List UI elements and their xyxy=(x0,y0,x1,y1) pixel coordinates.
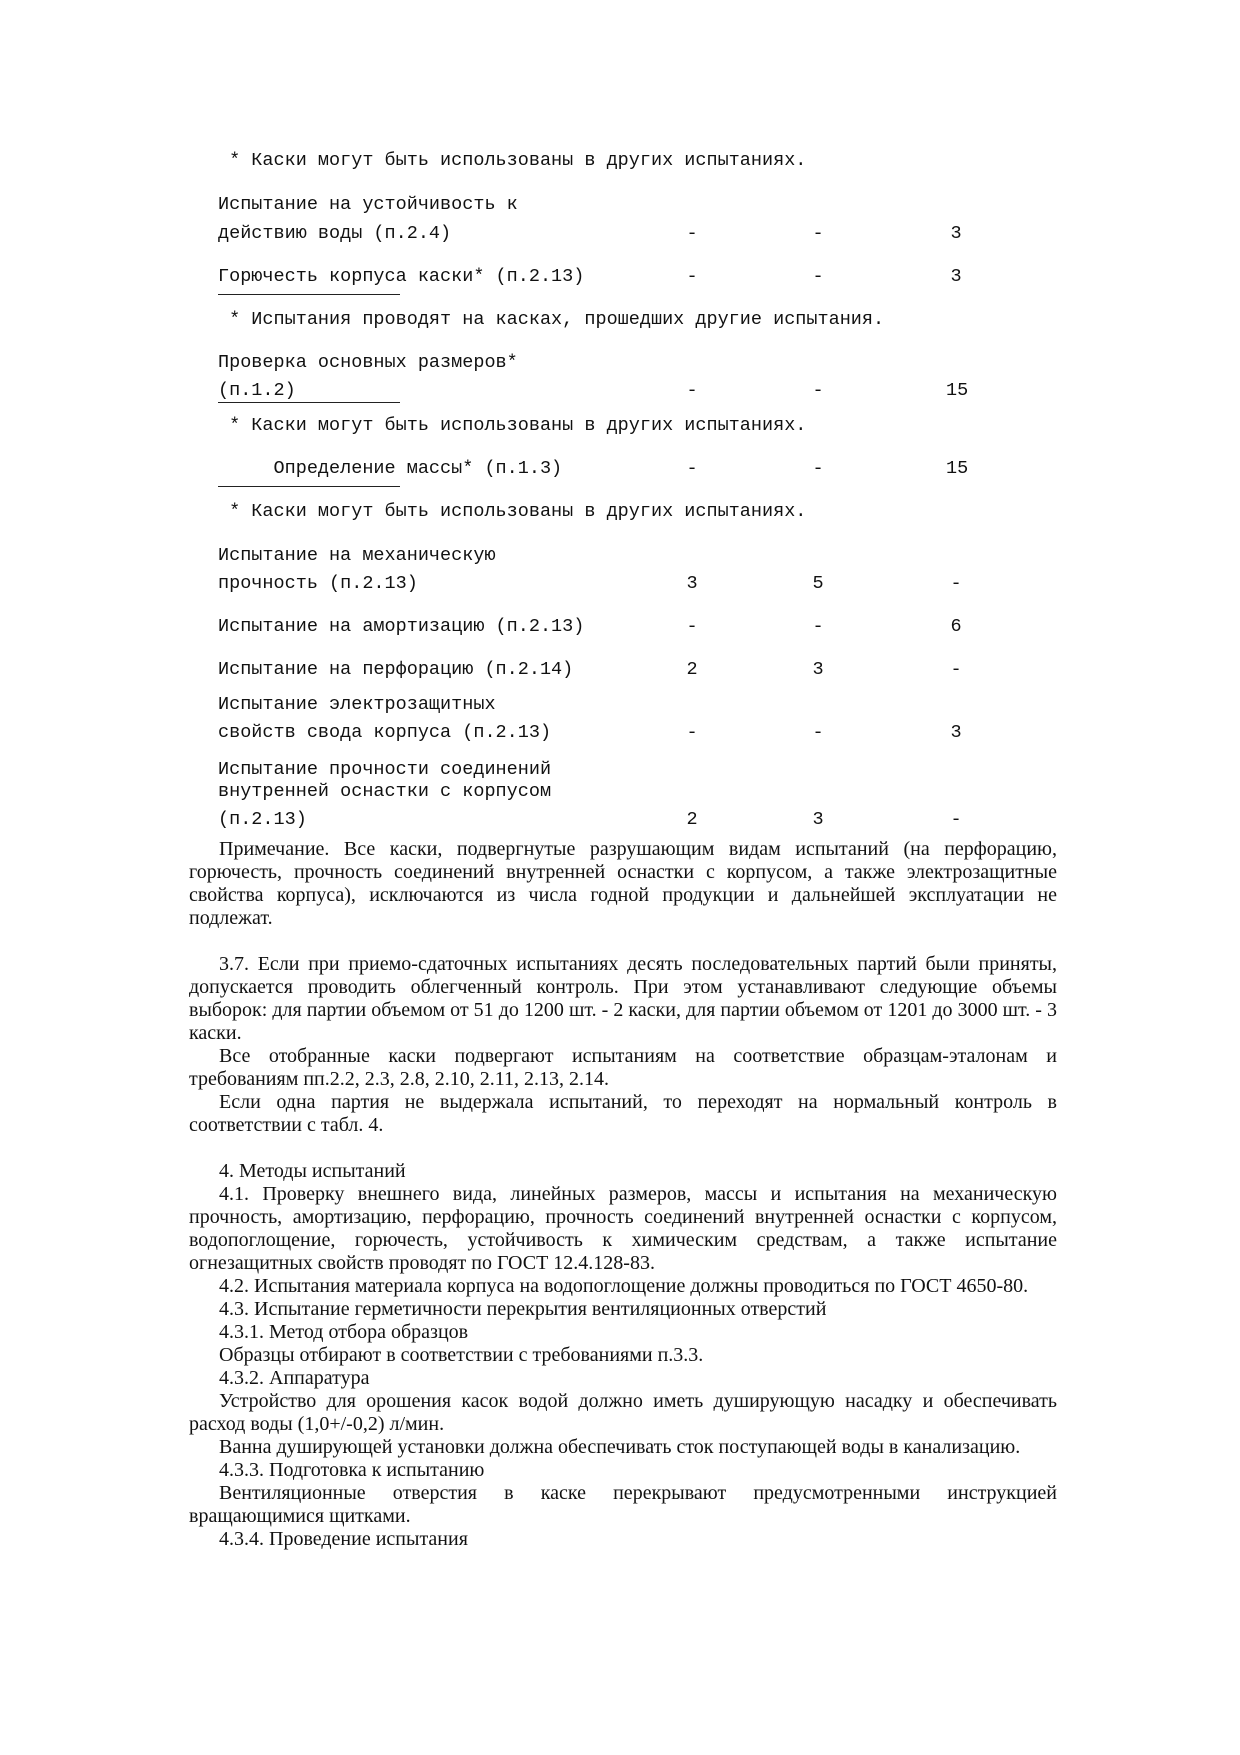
document-body xyxy=(189,838,1057,1551)
paragraph-gap xyxy=(189,930,1057,953)
table-row-label: Испытание прочности соединений xyxy=(218,759,552,780)
table-cell: 2 xyxy=(686,659,698,680)
table-cell: - xyxy=(812,380,824,401)
table-cell: 3 xyxy=(812,809,824,830)
table-cell: 3 xyxy=(950,223,962,244)
table-cell: - xyxy=(812,458,824,479)
table-cell: 2 xyxy=(686,809,698,830)
table-cell: 3 xyxy=(950,266,962,287)
paragraph: Вентиляционные отверстия в каске перекрывают предусмотренными инструкцией вращающимися щитками. xyxy=(189,1482,1057,1527)
table-cell: 3 xyxy=(812,659,824,680)
footnote-divider xyxy=(218,294,400,295)
table-footnote: * Каски могут быть использованы в других испытаниях. xyxy=(218,150,807,171)
note-paragraph: Примечание. Все каски, подвергнутые разрушающим видам испытаний (на перфорацию, горючесть, прочность соединений внутренней оснастки с корпусом, а также электрозащитные свойства корпуса), исключаются из числа годной продукции и дальнейшей эксплуатации не подлежат. xyxy=(189,838,1057,929)
footnote-divider xyxy=(218,486,400,487)
table-cell: 6 xyxy=(950,616,962,637)
paragraph: Ванна душирующей установки должна обеспечивать сток поступающей воды в канализацию. xyxy=(219,1436,1021,1458)
table-cell: - xyxy=(686,722,698,743)
paragraph: 4.1. Проверку внешнего вида, линейных размеров, массы и испытания на механическую прочность, амортизацию, перфорацию, прочность соединений внутренней оснастки с корпусом, водопоглощение, горючесть, устойчивость к химическим средствам, а также испытание огнезащитных свойств проводят по ГОСТ 12.4.128-83. xyxy=(189,1183,1057,1274)
table-row-label: Испытание на перфорацию (п.2.14) xyxy=(218,659,574,680)
table-row-label: (п.1.2) xyxy=(218,380,296,401)
table-cell: - xyxy=(686,266,698,287)
table-cell: - xyxy=(686,223,698,244)
table-row-label: Испытание электрозащитных xyxy=(218,694,496,715)
table-cell: - xyxy=(686,458,698,479)
table-cell: 3 xyxy=(686,573,698,594)
table-cell: 15 xyxy=(946,458,969,479)
table-row-label: внутренней оснастки с корпусом xyxy=(218,781,552,802)
table-cell: - xyxy=(686,380,698,401)
paragraph: Образцы отбирают в соответствии с требованиями п.3.3. xyxy=(219,1344,704,1366)
table-row-label: действию воды (п.2.4) xyxy=(218,223,452,244)
paragraph: Если одна партия не выдержала испытаний, то переходят на нормальный контроль в соответствии с табл. 4. xyxy=(189,1091,1057,1136)
table-row-label: (п.2.13) xyxy=(218,809,307,830)
paragraph: Все отобранные каски подвергают испытаниям на соответствие образцам-эталонам и требованиям пп.2.2, 2.3, 2.8, 2.10, 2.11, 2.13, 2.14. xyxy=(189,1045,1057,1090)
table-cell: - xyxy=(812,223,824,244)
table-row-label: Испытание на механическую xyxy=(218,545,496,566)
paragraph: 3.7. Если при приемо-сдаточных испытаниях десять последовательных партий были приняты, допускается проводить облегченный контроль. При этом устанавливают следующие объемы выборок: для партии объемом от 51 до 1200 шт. - 2 каски, для партии объемом от 1201 до 3000 шт. - 3 каски. xyxy=(189,953,1057,1044)
table-row-label: прочность (п.2.13) xyxy=(218,573,418,594)
table-cell: - xyxy=(950,573,962,594)
table-cell: - xyxy=(686,616,698,637)
table-row-label: Определение массы* (п.1.3) xyxy=(218,458,563,479)
paragraph: 4.2. Испытания материала корпуса на водопоглощение должны проводиться по ГОСТ 4650-80. xyxy=(219,1275,1029,1297)
table-row-label: Испытание на амортизацию (п.2.13) xyxy=(218,616,585,637)
table-cell: 5 xyxy=(812,573,824,594)
section-heading: 4. Методы испытаний xyxy=(219,1160,406,1182)
footnote-divider xyxy=(218,402,400,403)
table-cell: - xyxy=(812,616,824,637)
table-cell: - xyxy=(950,659,962,680)
table-row-label: свойств свода корпуса (п.2.13) xyxy=(218,722,552,743)
subsection-heading: 4.3.4. Проведение испытания xyxy=(219,1528,468,1550)
paragraph: Устройство для орошения касок водой должно иметь душирующую насадку и обеспечивать расход воды (1,0+/-0,2) л/мин. xyxy=(189,1390,1057,1435)
table-footnote: * Каски могут быть использованы в других испытаниях. xyxy=(218,501,807,522)
table-row-label: Проверка основных размеров* xyxy=(218,352,518,373)
table-footnote: * Испытания проводят на касках, прошедших другие испытания. xyxy=(218,309,885,330)
table-row-label: Испытание на устойчивость к xyxy=(218,194,518,215)
table-cell: - xyxy=(812,266,824,287)
subsection-heading: 4.3.3. Подготовка к испытанию xyxy=(219,1459,485,1481)
table-cell: 3 xyxy=(950,722,962,743)
table-row-label: Горючесть корпуса каски* (п.2.13) xyxy=(218,266,585,287)
table-cell: - xyxy=(812,722,824,743)
subsection-heading: 4.3.1. Метод отбора образцов xyxy=(219,1321,469,1343)
table-cell: - xyxy=(950,809,962,830)
paragraph-gap xyxy=(189,1137,1057,1160)
subsection-heading: 4.3. Испытание герметичности перекрытия вентиляционных отверстий xyxy=(219,1298,827,1320)
table-cell: 15 xyxy=(946,380,969,401)
table-footnote: * Каски могут быть использованы в других испытаниях. xyxy=(218,415,807,436)
subsection-heading: 4.3.2. Аппаратура xyxy=(219,1367,370,1389)
